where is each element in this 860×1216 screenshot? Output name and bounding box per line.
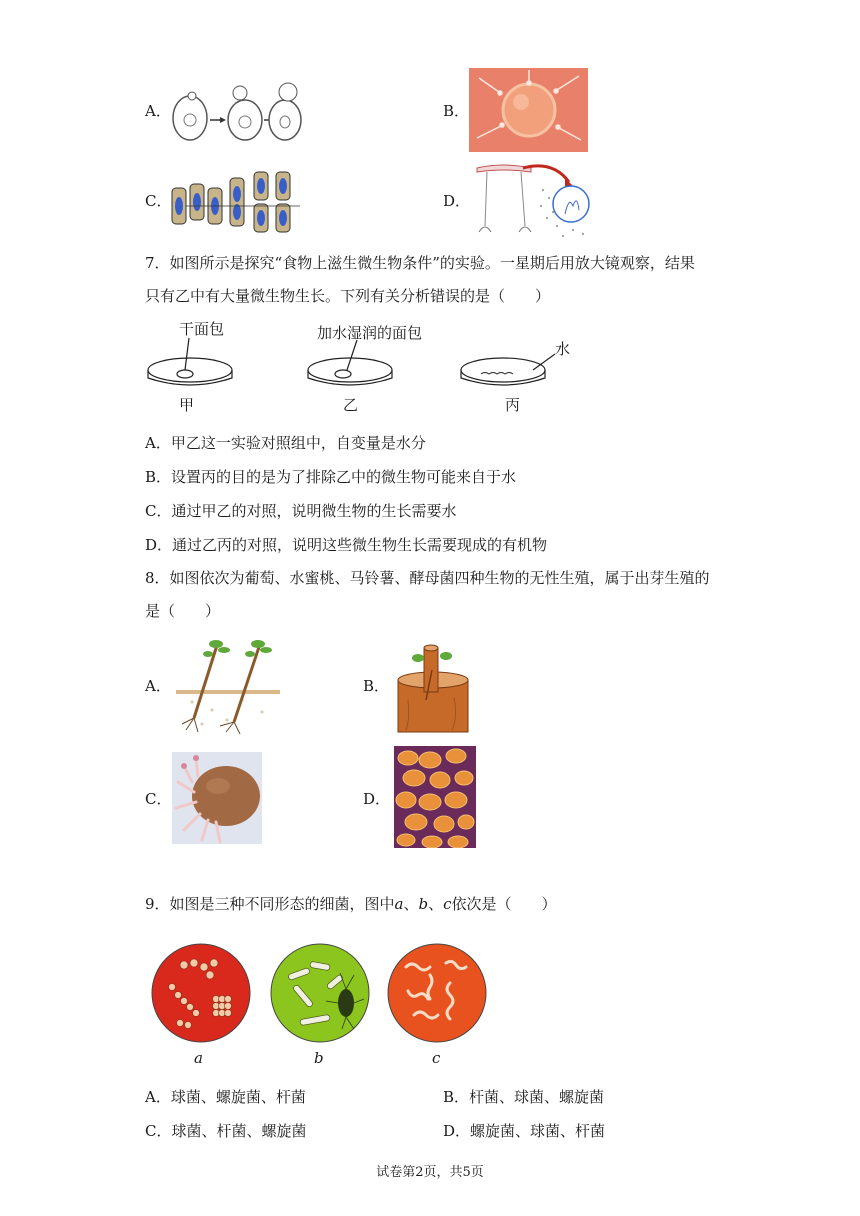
q6-option-c-label[interactable]: C．: [145, 192, 172, 210]
q8-option-d-label[interactable]: D．: [363, 790, 391, 808]
bacteria-label-c: c: [432, 1049, 441, 1067]
potato-sprout-photo: [172, 752, 262, 844]
q7-option-b[interactable]: B．设置丙的目的是为了排除乙中的微生物可能来自于水: [145, 468, 517, 486]
q8-stem-line1: 8．如图依次为葡萄、水蜜桃、马铃薯、酵母菌四种生物的无性生殖，属于出芽生殖的: [145, 569, 710, 587]
page-footer: 试卷第2页，共5页: [376, 1165, 484, 1180]
q7-stem-line2: 只有乙中有大量微生物生长。下列有关分析错误的是（ ）: [145, 287, 551, 305]
q8-option-b-label[interactable]: B．: [363, 677, 390, 695]
q8-stem-line2: 是（ ）: [145, 602, 221, 620]
bacteria-division-illustration: [170, 170, 305, 234]
yeast-budding-photo: [394, 746, 476, 848]
q9-stem-prefix: 9．如图是三种不同形态的细菌，图中: [145, 895, 395, 913]
dish-yi-caption: 加水湿润的面包: [317, 324, 423, 342]
q9-sep1: 、: [403, 895, 419, 913]
q9-var-c: c: [443, 895, 452, 913]
dish-jia-label: 甲: [179, 396, 195, 414]
egg-sperm-photo: [469, 68, 588, 152]
q9-option-d[interactable]: D．螺旋菌、球菌、杆菌: [443, 1122, 606, 1140]
grape-cutting-illustration: [172, 632, 284, 736]
q8-option-c-label[interactable]: C．: [145, 790, 172, 808]
q9-sep2: 、: [428, 895, 444, 913]
q7-stem-line1: 7．如图所示是探究“食物上滋生微生物条件”的实验。一星期后用放大镜观察，结果: [145, 254, 695, 272]
q7-option-c[interactable]: C．通过甲乙的对照，说明微生物的生长需要水: [145, 502, 457, 520]
bacteria-label-b: b: [314, 1049, 324, 1067]
q9-option-a[interactable]: A．球菌、螺旋菌、杆菌: [145, 1088, 306, 1106]
yeast-budding-illustration: [168, 78, 303, 148]
petri-dish-experiment-figure: [145, 318, 571, 418]
q7-option-d[interactable]: D．通过乙丙的对照，说明这些微生物生长需要现成的有机物: [145, 536, 548, 554]
q6-option-b-label[interactable]: B．: [443, 102, 470, 120]
q9-option-c[interactable]: C．球菌、杆菌、螺旋菌: [145, 1122, 307, 1140]
bacteria-shapes-figure: [150, 943, 496, 1073]
q9-stem: [145, 897, 557, 912]
q9-var-b: b: [418, 895, 429, 913]
dish-bing-caption: 水: [555, 340, 571, 358]
dish-yi-label: 乙: [343, 396, 359, 414]
bacteria-label-a: a: [194, 1049, 203, 1067]
mold-spore-illustration: [473, 160, 593, 244]
peach-grafting-illustration: [388, 640, 478, 736]
q6-option-a-label[interactable]: A．: [145, 102, 171, 120]
q9-option-b[interactable]: B．杆菌、球菌、螺旋菌: [443, 1088, 605, 1106]
q6-option-d-label[interactable]: D．: [443, 192, 471, 210]
q9-stem-suffix: 依次是（ ）: [451, 895, 557, 913]
q9-var-a: a: [394, 895, 404, 913]
dish-bing-label: 丙: [505, 396, 521, 414]
dish-jia-caption: 干面包: [179, 320, 225, 338]
q8-option-a-label[interactable]: A．: [145, 677, 171, 695]
q7-option-a[interactable]: A．甲乙这一实验对照组中，自变量是水分: [145, 434, 426, 452]
